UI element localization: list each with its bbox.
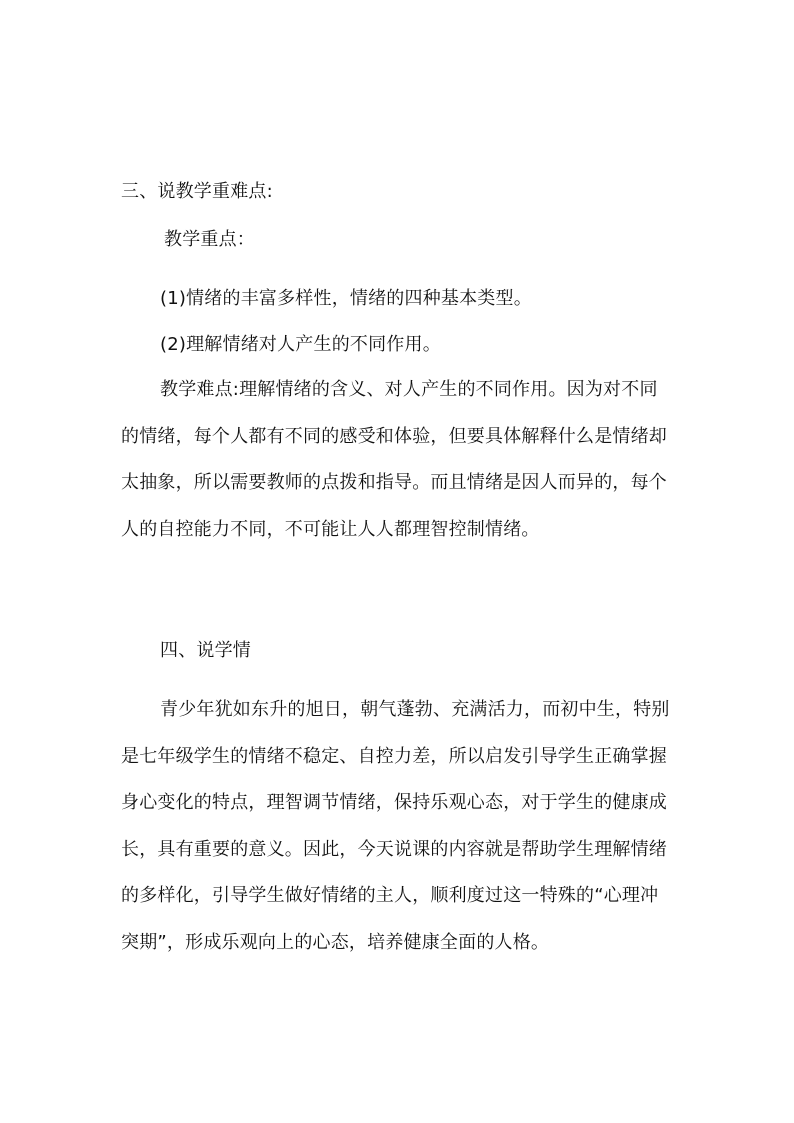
key-point-2: (2)理解情绪对人产生的不同作用。	[160, 334, 441, 355]
difficulty-line-1: 教学难点:理解情绪的含义、对人产生的不同作用。因为对不同	[160, 379, 658, 400]
analysis-line-1: 青少年犹如东升的旭日，朝气蓬勃、充满活力，而初中生，特别	[160, 699, 670, 720]
analysis-line-2: 是七年级学生的情绪不稳定、自控力差，所以启发引导学生正确掌握	[121, 746, 667, 767]
analysis-line-5: 的多样化，引导学生做好情绪的主人，顺利度过这一特殊的“心理冲	[121, 885, 659, 906]
analysis-line-3: 身心变化的特点，理智调节情绪，保持乐观心态，对于学生的健康成	[121, 792, 667, 813]
difficulty-line-2: 的情绪，每个人都有不同的感受和体验，但要具体解释什么是情绪却	[121, 426, 667, 447]
analysis-line-4: 长，具有重要的意义。因此，今天说课的内容就是帮助学生理解情绪	[121, 839, 667, 860]
section-heading-teaching-focus: 三、说教学重难点:	[121, 181, 273, 202]
key-point-1: (1)情绪的丰富多样性，情绪的四种基本类型。	[160, 288, 532, 309]
difficulty-line-4: 人的自控能力不同，不可能让人人都理智控制情绪。	[121, 519, 540, 540]
analysis-line-6: 突期”，形成乐观向上的心态，培养健康全面的人格。	[121, 932, 550, 953]
key-points-label: 教学重点：	[164, 229, 255, 250]
difficulty-line-3: 太抽象，所以需要教师的点拨和指导。而且情绪是因人而异的，每个	[121, 472, 667, 493]
section-heading-student-analysis: 四、说学情	[160, 640, 251, 661]
